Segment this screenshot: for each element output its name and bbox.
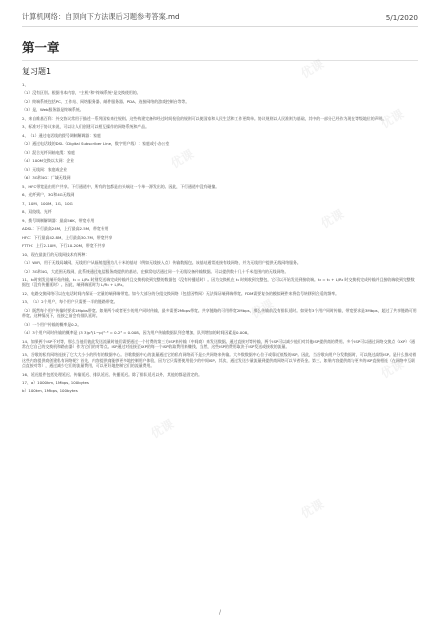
watermark: 优课 (168, 146, 197, 171)
watermark: 优课 (248, 296, 277, 321)
paragraph: （5）无线网：家庭或企业 (22, 166, 68, 172)
paragraph: 17、a）1000km, 1Mbps, 100bytes (22, 379, 89, 385)
paragraph: b）100km, 1Mbps, 100bytes (22, 388, 78, 394)
paragraph: HFC：下行最高42.8M，上行最高30.7M，带宽共享 (22, 234, 113, 240)
paragraph: （4）3个用户同时传输的概率是 (3 3)p³(1−p)³⁻³ = 0.2³ = 0.008。因为用户传输数据队列会增加，队列增加的时间因素是0.008。 (22, 330, 252, 336)
paragraph: （1）WiFi，用于无线局域网，无线用户从辐射范围为几十米的基站（例如无线接入点）传输数据包。该基站通常连接有线网络，并为无线用户提供无线网络服务。 (22, 260, 301, 266)
paragraph: 14、如果两个ISP不对等，那么当他们彼此发送流量时他们需要通过一个付费的第三方ISP来传输（中间商）来发送数据。通过直接对等传输，两个ISP可以减少他们对其他ISP提供商的费用。多个ISP可以通过网络交换点（IXP）（通常在它自己的交换机和路由器）作为它们的对等点。ISP通过对连接至IXP的每一个ISP收取费用来赚钱，当然，这些ISP的费用取决于ISP发送或接收的流量。 (22, 338, 416, 349)
paragraph: （4）100M交换以太网：企业 (22, 158, 75, 164)
page-indicator: / (218, 609, 222, 616)
paragraph: 6、光纤到户，3G和4G无线网 (22, 192, 75, 198)
paragraph: 16、延迟组件包括处理延迟、传输延迟、排队延迟、传播延迟。除了排队延迟以外，其他的都是固定的。 (22, 371, 203, 377)
paragraph: （2）终端系统包括PC、工作站、网络服务器、邮件服务器、PDA、连接网络的游戏控制台等等。 (22, 98, 190, 104)
paragraph: 8、双绞线、光纤 (22, 209, 52, 215)
watermark: 优课 (318, 206, 347, 231)
watermark: 优课 (378, 106, 407, 131)
file-title: 计算机网络：自顶向下方法课后习题参考答案.md (22, 12, 180, 21)
paragraph: ADSL：下行最高24M，上行最高2.5M，带宽专用 (22, 226, 109, 232)
paragraph: （2）通过电话线的DSL（Digital Subscriber Line，数字用户线）：家庭或小办公室 (22, 141, 170, 147)
paragraph: 13、（1）2个用户，每个用户只需要一半的链路带宽。 (22, 299, 118, 305)
watermark: 优课 (148, 416, 177, 441)
paragraph: （1）没有区别。根据书本内容，"主机"和"终端系统"是交换使用的。 (22, 90, 141, 96)
paragraph: （3）混合光纤同轴电缆：家庭 (22, 149, 76, 155)
watermark: 优课 (298, 496, 327, 521)
paragraph: （2）既然每个用户传输时要求1Mpbs带宽。如果两个或者更少的用户同时传输，最多需要2Mbps带宽。共享链路的可用带宽2Mbps，那么传输前没有排队延时。如果有3个用户同时传输，带宽要求是3Mbps，超过了共享链路可用带宽。这种情况下，连接之前会有排队延时。 (22, 307, 417, 319)
page-header (22, 8, 418, 27)
paragraph: 1、 (22, 82, 29, 87)
paragraph: 4、（1）通过电话线的拨号调制解调器：家庭 (22, 132, 101, 138)
paragraph: 2、来自维基百科：外交协议常用于描述一系列国家来往规则。这些构建完备和经过时间检验的规则可以使国家和人民生活和工作更简单。协议规则以人民准则为基础，其中的一部分已经作为现在等级地位的声明。 (22, 115, 387, 121)
watermark: 优课 (298, 56, 327, 81)
paragraph: FTTH：上行2-10M，下行10-20M，带宽不共享 (22, 243, 106, 249)
paragraph: 12、电路交换网络可以在电话时间内保证一定量的端到端带宽。如今大部分的分组交换网络（包括因特网）无法保证端到端带宽。FDM需要复杂的模拟硬件来将信号转移到合适的频率。 (22, 290, 340, 296)
paragraph: 15、谷歌的私有网络连接了它大大小小的所有的数据中心。谷歌数据中心的流量通过它的私有网络而不是公共网络来传输。大多数数据中心位于或靠近低级的ISP。因此，当谷歌向用户分发数据时，可以绕过高级ISP。是什么推动着这些内容提供商创建私有网络呢？首先，内容提供商能够更多地控制用户体验，因为它只需要使用很少的中间ISP。其次，通过发送少量流量到提供商网络可以节省资金。第三，如果内容提供商与更多的ISP直接相连（在网络中互联点直接对等），通过减少它们的流量费用，可以更好地控制它们的流量费用。 (22, 352, 417, 369)
paragraph: 9、拨号调制解调器：最高56K，带宽专用 (22, 217, 95, 223)
paragraph: （6）3G和4G：广域无线网 (22, 175, 71, 181)
header-date: 5/1/2020 (385, 12, 418, 22)
chapter-title: 第一章 (22, 38, 418, 61)
paragraph: （2）3G和4G，大范围无线网，此系统通过电信服务商提供的基站，在蜂窝电话通过同一个无线设备传输数据。可以提供数十几十千米范围内的无线网络。 (22, 268, 289, 274)
document-body (22, 30, 418, 620)
watermark: 优课 (88, 256, 117, 281)
paragraph: 7、10M、100M、1G、10G (22, 200, 73, 206)
paragraph: 10、现在最流行的无线网技术有两种： (22, 251, 90, 257)
watermark: 优课 (378, 356, 407, 381)
section-title: 复习题1 (22, 67, 52, 76)
paragraph-list (22, 82, 418, 394)
paragraph: 3、标准对于协议来说，可以让人们创建可以相互操作的网络系统和产品。 (22, 124, 149, 130)
paragraph: 11、t₀时刻发送端开始传输，t₁ = L/R₁ 时刻发送端完成传输并且交换机收到完整的数据包（没有传播延时）。因为交换机在 t₁ 时刻收到完整包，它可以开始发送到接收端。t₂ = t₁ + L/R₂ 时交换机完成传输并且接收端收到完整数据包（没有传播延时）。因此，端到端延时为 L/R₁ + L/R₂。 (22, 277, 415, 288)
paragraph: 5、HFC带宽是由用户共享。下行通道中，所有的包都是由头端这一个单一源发出的。因此，下行通道中没有碰撞。 (22, 183, 220, 189)
paragraph: （3）是，Web服务器是终端系统。 (22, 107, 84, 113)
paragraph: （3）一个用户传输的概率是0.2。 (22, 321, 82, 327)
